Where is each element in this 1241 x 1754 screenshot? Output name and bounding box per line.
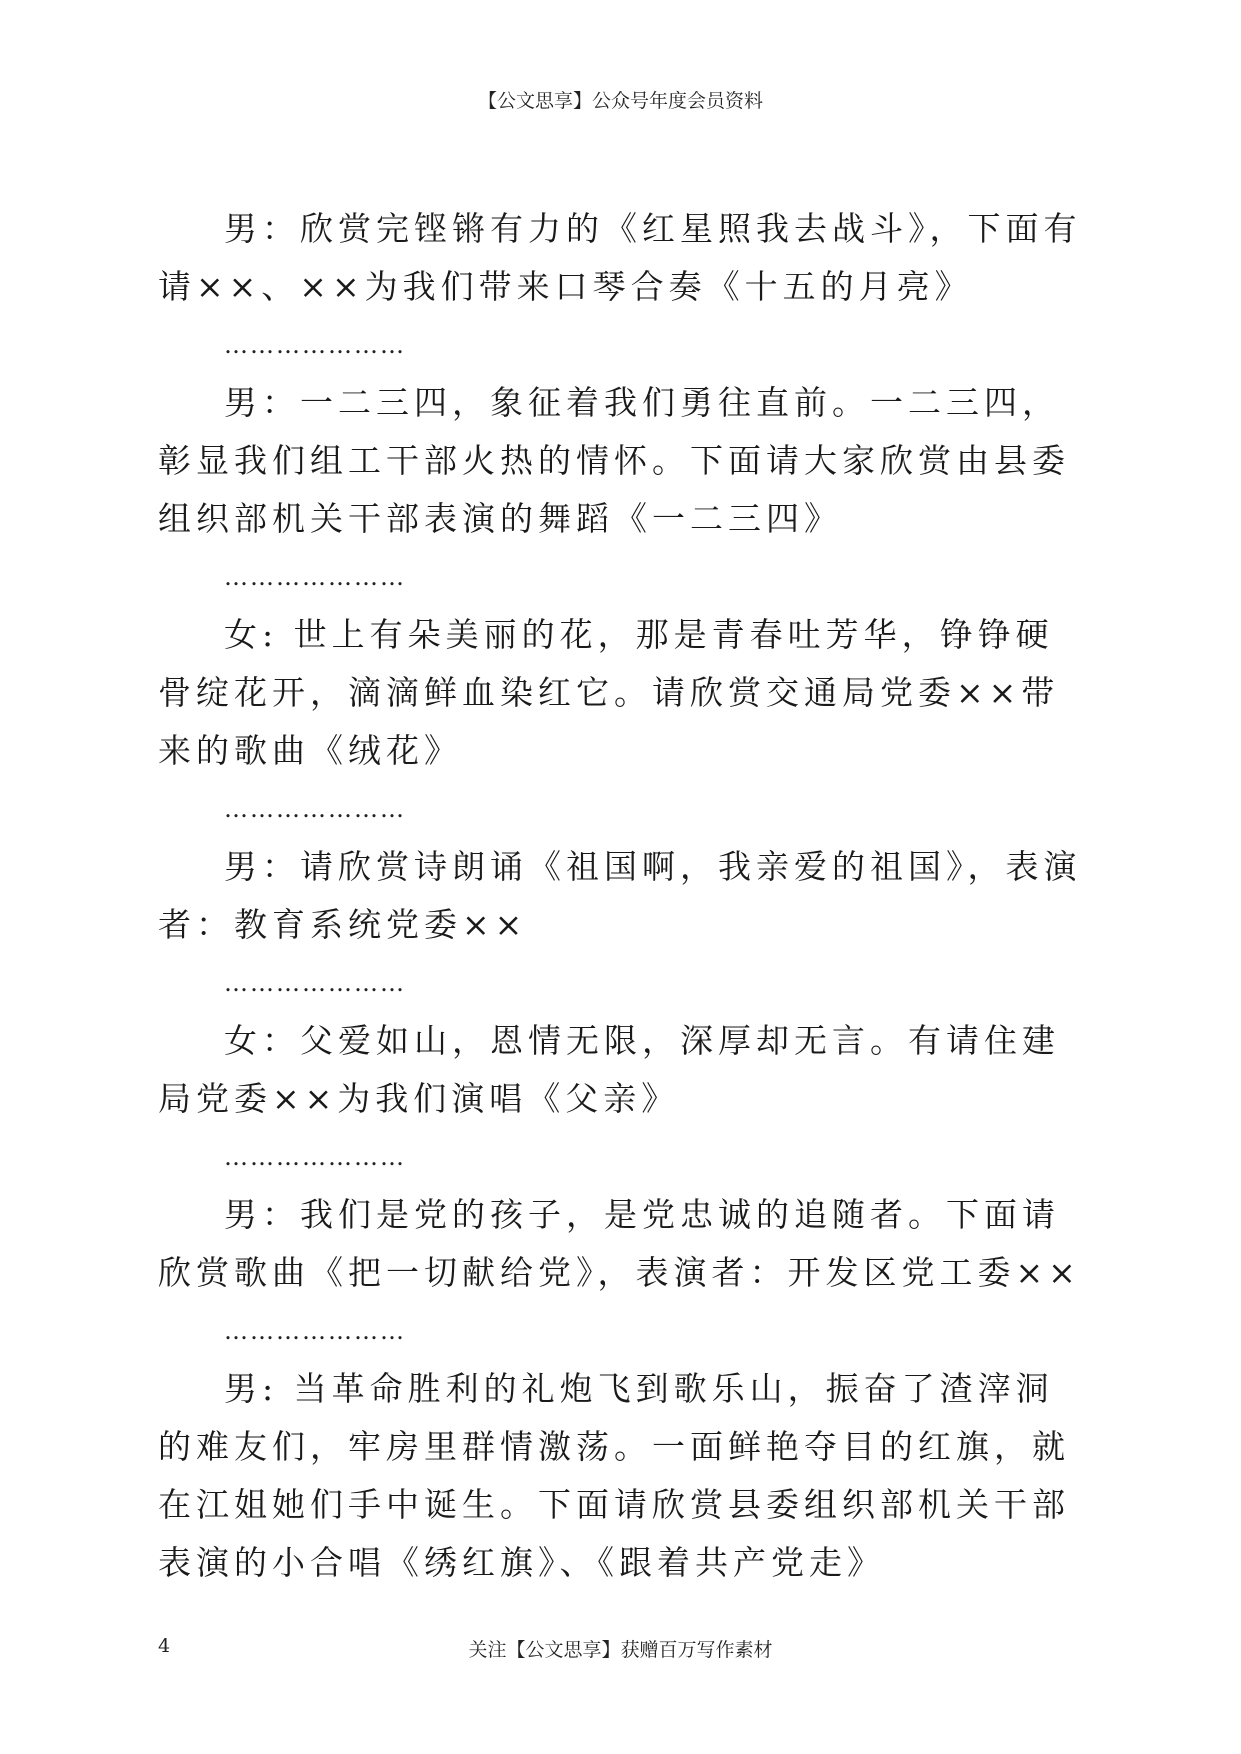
page-number: 4	[158, 1635, 171, 1657]
document-body	[158, 200, 1090, 1592]
paragraph: 男：欣赏完铿锵有力的《红星照我去战斗》，下面有请××、××为我们带来口琴合奏《十五的月亮》	[158, 209, 1082, 306]
page-header: 【公文思享】公众号年度会员资料	[477, 90, 763, 112]
paragraph: 男：我们是党的孩子，是党忠诚的追随者。下面请欣赏歌曲《把一切献给党》，表演者：开发区党工委××	[158, 1195, 1081, 1292]
paragraph: 男：请欣赏诗朗诵《祖国啊，我亲爱的祖国》，表演者：教育系统党委××	[158, 847, 1082, 944]
footer-note: 关注【公文思享】获赠百万写作素材	[468, 1639, 773, 1661]
ellipsis-separator: …………………	[224, 563, 406, 591]
paragraph: 男：一二三四，象征着我们勇往直前。一二三四，彰显我们组工干部火热的情怀。下面请大家欣赏由县委组织部机关干部表演的舞蹈《一二三四》	[158, 383, 1070, 538]
paragraph: 女：父爱如山，恩情无限，深厚却无言。有请住建局党委××为我们演唱《父亲》	[158, 1021, 1060, 1118]
ellipsis-separator: …………………	[224, 1143, 406, 1171]
paragraph: 男: 当革命胜利的礼炮飞到歌乐山，振奋了渣滓洞的难友们，牢房里群情激荡。一面鲜艳夺目的红旗，就在江姐她们手中诞生。下面请欣赏县委组织部机关干部表演的小合唱《绣红旗》、《跟着共产党走》	[158, 1369, 1070, 1582]
paragraph: 女: 世上有朵美丽的花，那是青春吐芳华，铮铮硬骨绽花开，滴滴鲜血染红它。请欣赏交通局党委××带来的歌曲《绒花》	[158, 615, 1060, 770]
ellipsis-separator: …………………	[224, 969, 406, 997]
ellipsis-separator: …………………	[224, 1317, 406, 1345]
ellipsis-separator: …………………	[224, 331, 406, 359]
ellipsis-separator: …………………	[224, 795, 406, 823]
